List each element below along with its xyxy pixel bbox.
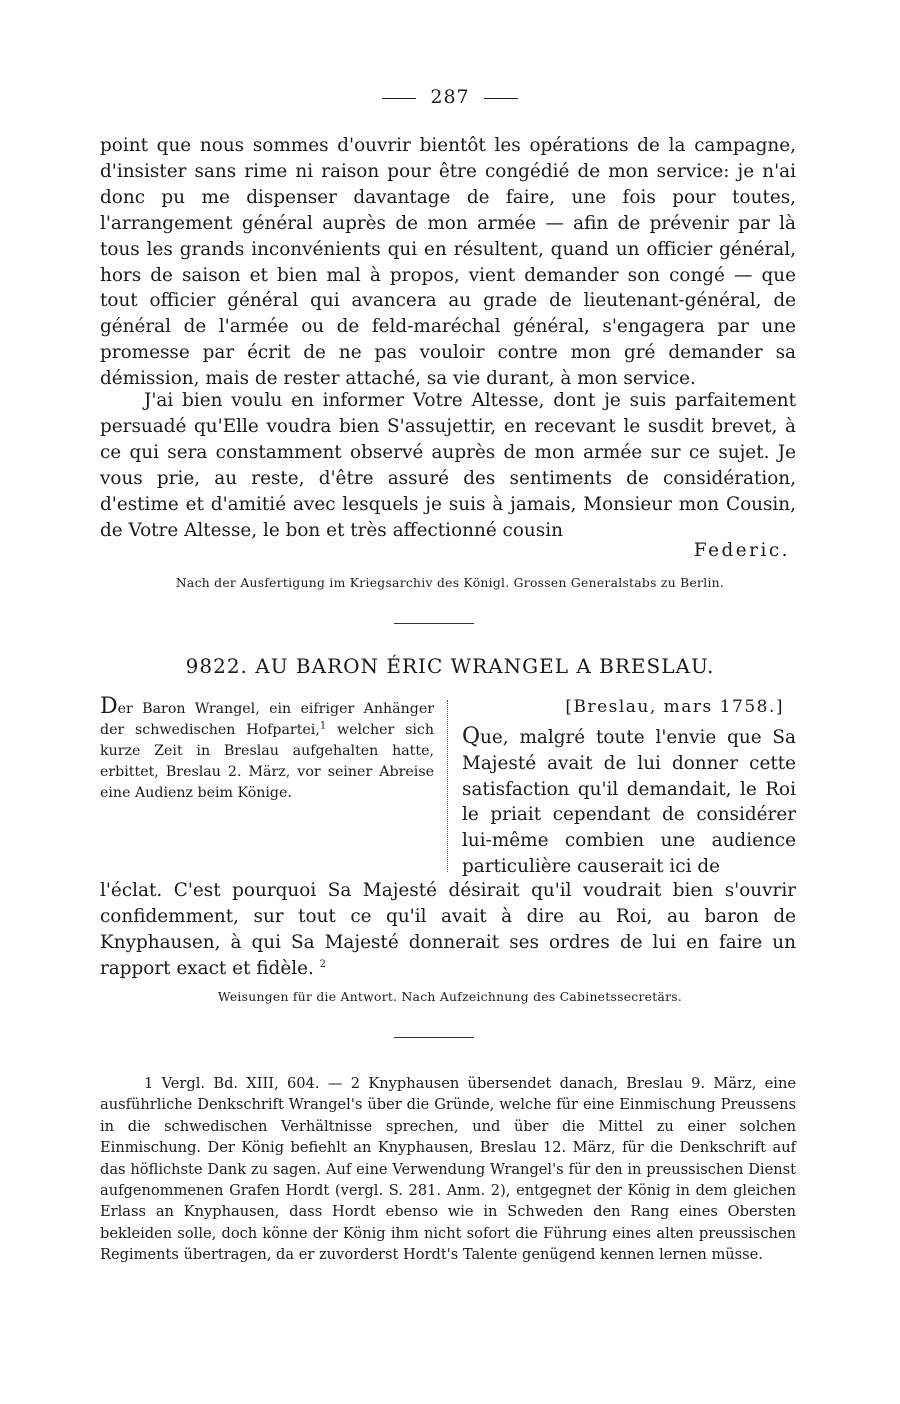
page-number [0, 86, 900, 108]
column-divider [447, 700, 448, 872]
letter-paragraph-1: point que nous sommes d'ouvrir bientôt les opérations de la campagne, d'insister sans rime ni raison pour être congédié de mon service: je n'ai donc pu me dispenser davantage de faire, une fois pour toutes, l'arrangement général auprès de mon armée — afin de prévenir par là tous les grands inconvénients qui en résultent, quand un officier général, hors de saison et bien mal à propos, vient demander son congé — que tout officier général qui avancera au grade de lieutenant-général, de général de l'armée ou de feld-maréchal général, s'engagera par une promesse par écrit de ne pas vouloir contre mon gré demander sa démission, mais de rester attaché, sa vie durant, à mon service. [100, 135, 796, 390]
footnote-mark-2: 2 [319, 958, 327, 970]
page-number-text: 287 [430, 86, 470, 108]
footnote-rule [394, 1037, 474, 1038]
footnote-mark-1: 1 [319, 720, 327, 732]
letter-heading: 9822. AU BARON ÉRIC WRANGEL A BRESLAU. [185, 654, 715, 678]
reply-continuation-text: l'éclat. C'est pourquoi Sa Majesté désirait qu'il voudrait bien s'ouvrir confidemment, sur tout ce qu'il avait à dire au Roi, au baron de Knyphausen, à qui Sa Majesté donnerait ses ordres de lui en faire un rapport exact et fidèle. [100, 880, 796, 979]
regest-summary [100, 696, 434, 804]
signature: Federic. [693, 540, 790, 561]
regest-text-start: er Baron Wrangel, ein eifriger Anhänger der schwedischen Hofpartei, [100, 701, 434, 738]
regest-text-end: welcher sich kurze Zeit in Breslau aufgehalten hatte, erbittet, Breslau 2. März, vor seiner Abreise eine Audienz beim Könige. [100, 722, 434, 801]
letter-paragraph-2: J'ai bien voulu en informer Votre Altesse, dont je suis parfaitement persuadé qu'Elle voudra bien S'assujettir, en recevant le susdit brevet, à ce qui sera constamment observé auprès de mon armée sur ce sujet. Je vous prie, au reste, d'être assuré des sentiments de considération, d'estime et d'amitié avec lesquels je suis à jamais, Monsieur mon Cousin, de Votre Altesse, le bon et très affectionné cousin [100, 390, 796, 541]
date-line: [Breslau, mars 1758.] [565, 697, 784, 717]
section-rule [394, 623, 474, 624]
regest-initial: D [100, 694, 118, 719]
page-number-dash-right [484, 98, 518, 99]
footnotes: 1 Vergl. Bd. XIII, 604. — 2 Knyphausen übersendet danach, Breslau 9. März, eine ausführliche Denkschrift Wrangel's über die Gründe, welche für eine Einmischung Preussens in die schwedischen Verhältnisse sprechen, und über die Mittel zu einer solchen Einmischung. Der König befiehlt an Knyphausen, Breslau 12. März, für die Denkschrift auf das höflichste Dank zu sagen. Auf eine Verwendung Wrangel's für den in preussischen Dienst aufgenommenen Grafen Hordt (vergl. S. 281. Anm. 2), entgegnet der König in dem gleichen Erlass an Knyphausen, dass Hordt ebenso wie in Schweden den Rang eines Obersten bekleiden solle, doch könne der König ihm nicht sofort die Führung eines alten preussischen Regiments übertragen, da er zuvorderst Hordt's Talente genügend kennen lernen müsse. [100, 1075, 796, 1264]
reply-column [462, 724, 796, 880]
page-number-dash-left [382, 98, 416, 99]
source-note-2: Weisungen für die Antwort. Nach Aufzeichnung des Cabinetssecretärs. [217, 990, 683, 1004]
reply-continuation [100, 878, 796, 982]
source-note: Nach der Ausfertigung im Kriegsarchiv des Königl. Grossen Generalstabs zu Berlin. [175, 576, 725, 590]
reply-initial: Q [462, 724, 481, 749]
reply-column-text: ue, malgré toute l'envie que Sa Majesté avait de lui donner cette satisfaction qu'il demandait, le Roi le priait cependant de considérer lui-même combien une audience particulière causerait ici de [462, 727, 796, 877]
